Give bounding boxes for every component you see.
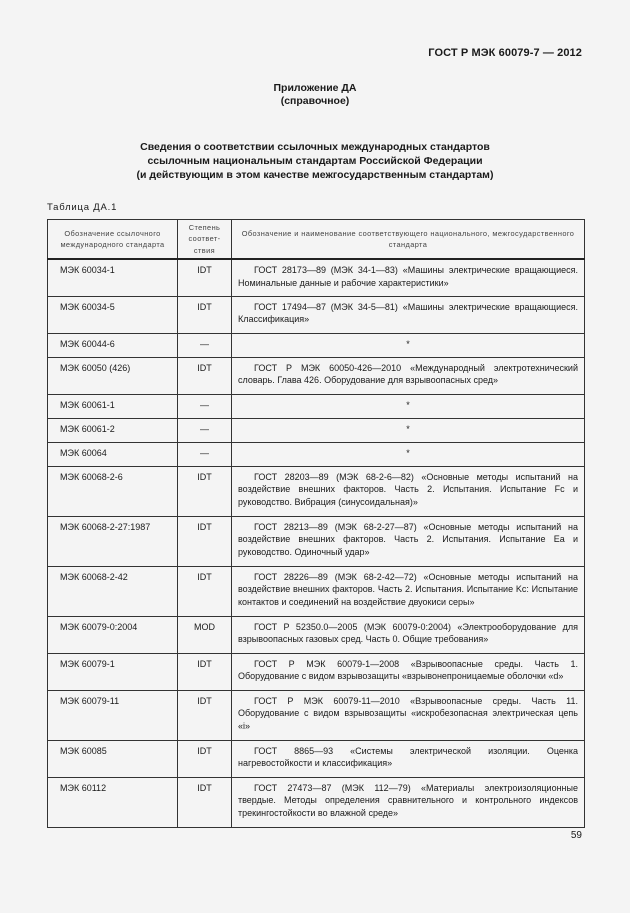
cell-national-standard: [232, 653, 585, 690]
table-row: [48, 653, 585, 690]
cell-national-standard: [232, 690, 585, 740]
national-standard-text: ГОСТ 28213—89 (МЭК 68-2-27—87) «Основные методы испытаний на воздействие внешних факторов. Часть 2. Испытания. Испытание Ea и руководство. Одиночный удар»: [238, 521, 578, 557]
national-standard-text: ГОСТ Р МЭК 60079-11—2010 «Взрывоопасные среды. Часть 11. Оборудование с видом взрывозащиты «искробезопасная электрическая цепь «i»: [238, 695, 578, 731]
cell-international-standard: МЭК 60064: [48, 442, 178, 466]
appendix-heading: [0, 82, 630, 108]
table-row: [48, 357, 585, 394]
cell-national-standard: [232, 259, 585, 296]
table-row: [48, 777, 585, 827]
footnote-marker: *: [406, 399, 410, 410]
cell-degree: IDT: [178, 690, 232, 740]
cell-degree: IDT: [178, 466, 232, 516]
cell-degree: IDT: [178, 357, 232, 394]
table-row: [48, 442, 585, 466]
footnote-marker: *: [406, 338, 410, 349]
cell-degree: IDT: [178, 516, 232, 566]
cell-international-standard: МЭК 60079-11: [48, 690, 178, 740]
header-national-standard: Обозначение и наименование соответствующего национального, межгосударственного стандарта: [232, 220, 585, 260]
table-row: [48, 566, 585, 616]
footnote-marker: *: [406, 423, 410, 434]
cell-national-standard: [232, 777, 585, 827]
page-number: 59: [570, 830, 582, 841]
document-header: ГОСТ Р МЭК 60079-7 — 2012: [428, 47, 582, 59]
cell-international-standard: МЭК 60034-5: [48, 296, 178, 333]
cell-international-standard: МЭК 60068-2-42: [48, 566, 178, 616]
cell-national-standard: [232, 616, 585, 653]
table-row: [48, 259, 585, 296]
cell-international-standard: МЭК 60061-2: [48, 418, 178, 442]
section-title-line-2: ссылочным национальным стандартам Российской Федерации: [147, 155, 483, 167]
cell-degree: IDT: [178, 777, 232, 827]
cell-degree: IDT: [178, 296, 232, 333]
cell-national-standard: [232, 296, 585, 333]
table-row: [48, 418, 585, 442]
cell-degree: IDT: [178, 653, 232, 690]
cell-national-standard: [232, 466, 585, 516]
cell-international-standard: МЭК 60044-6: [48, 333, 178, 357]
section-title: [0, 140, 630, 182]
cell-degree: —: [178, 418, 232, 442]
section-title-line-1: Сведения о соответствии ссылочных международных стандартов: [140, 141, 490, 153]
cell-national-standard: [232, 418, 585, 442]
national-standard-text: ГОСТ 27473—87 (МЭК 112—79) «Материалы электроизоляционные твердые. Методы определения сравнительного и контрольного индексов трекингостойкости во влажной среде»: [238, 782, 578, 818]
national-standard-text: ГОСТ Р МЭК 60050-426—2010 «Международный электротехнический словарь. Глава 426. Оборудование для взрывоопасных сред»: [238, 362, 578, 385]
cell-national-standard: [232, 566, 585, 616]
cell-international-standard: МЭК 60061-1: [48, 394, 178, 418]
national-standard-text: ГОСТ 8865—93 «Системы электрической изоляции. Оценка нагревостойкости и классификация»: [238, 745, 578, 768]
appendix-subtitle: (справочное): [280, 95, 350, 107]
national-standard-text: ГОСТ 28226—89 (МЭК 68-2-42—72) «Основные методы испытаний на воздействие внешних факторов. Часть 2. Испытания. Испытание Kc: Испытание контактов и соединений на воздействие двуокиси серы»: [238, 571, 578, 607]
table-row: [48, 690, 585, 740]
correspondence-table: [47, 219, 585, 828]
national-standard-text: ГОСТ 17494—87 (МЭК 34-5—81) «Машины электрические вращающиеся. Классификация»: [238, 301, 578, 324]
table-row: [48, 296, 585, 333]
cell-national-standard: [232, 740, 585, 777]
appendix-title: Приложение ДА: [273, 82, 357, 94]
cell-international-standard: МЭК 60068-2-6: [48, 466, 178, 516]
cell-degree: —: [178, 394, 232, 418]
cell-international-standard: МЭК 60112: [48, 777, 178, 827]
cell-degree: MOD: [178, 616, 232, 653]
cell-international-standard: МЭК 60079-1: [48, 653, 178, 690]
national-standard-text: ГОСТ Р МЭК 60079-1—2008 «Взрывоопасные среды. Часть 1. Оборудование с видом взрывозащиты «взрывонепроницаемые оболочки «d»: [238, 658, 578, 681]
cell-international-standard: МЭК 60079-0:2004: [48, 616, 178, 653]
national-standard-text: ГОСТ 28203—89 (МЭК 68-2-6—82) «Основные методы испытаний на воздействие внешних факторов. Часть 2. Испытания. Испытание Fc и руководство. Вибрация (синусоидальная)»: [238, 471, 578, 507]
national-standard-text: ГОСТ 28173—89 (МЭК 34-1—83) «Машины электрические вращающиеся. Номинальные данные и рабочие характеристики»: [238, 265, 578, 288]
table-row: [48, 740, 585, 777]
section-title-line-3: (и действующим в этом качестве межгосударственным стандартам): [136, 169, 494, 181]
table-body: [48, 259, 585, 827]
table-header-row: [48, 220, 585, 260]
cell-national-standard: [232, 442, 585, 466]
cell-international-standard: МЭК 60085: [48, 740, 178, 777]
cell-international-standard: МЭК 60034-1: [48, 259, 178, 296]
cell-degree: —: [178, 442, 232, 466]
table-row: [48, 394, 585, 418]
table-caption: Таблица ДА.1: [47, 202, 118, 213]
table-row: [48, 333, 585, 357]
table-row: [48, 616, 585, 653]
header-international-standard: Обозначение ссылочного международного стандарта: [48, 220, 178, 260]
cell-degree: IDT: [178, 566, 232, 616]
cell-international-standard: МЭК 60068-2-27:1987: [48, 516, 178, 566]
cell-national-standard: [232, 333, 585, 357]
cell-degree: —: [178, 333, 232, 357]
table-row: [48, 516, 585, 566]
header-degree-of-correspondence: Степень соответ-ствия: [178, 220, 232, 260]
cell-national-standard: [232, 394, 585, 418]
footnote-marker: *: [406, 447, 410, 458]
cell-international-standard: МЭК 60050 (426): [48, 357, 178, 394]
cell-national-standard: [232, 357, 585, 394]
cell-degree: IDT: [178, 259, 232, 296]
cell-degree: IDT: [178, 740, 232, 777]
national-standard-text: ГОСТ Р 52350.0—2005 (МЭК 60079-0:2004) «Электрооборудование для взрывоопасных газовых сред. Часть 0. Общие требования»: [238, 621, 578, 644]
cell-national-standard: [232, 516, 585, 566]
table-row: [48, 466, 585, 516]
